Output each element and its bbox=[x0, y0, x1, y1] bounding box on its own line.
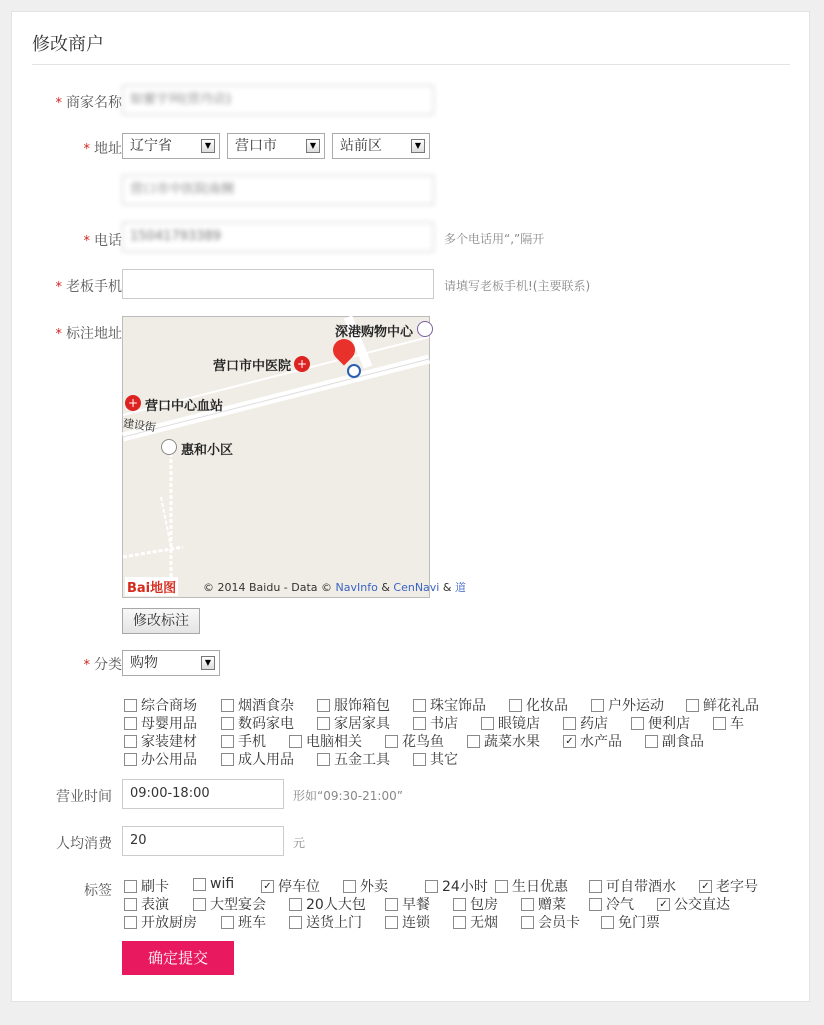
category-label: * 分类 bbox=[83, 657, 122, 673]
checkbox-unchecked-icon[interactable] bbox=[645, 735, 658, 748]
checkbox-label: 办公用品 bbox=[141, 752, 197, 768]
checkbox-unchecked-icon[interactable] bbox=[193, 878, 206, 891]
checkbox-label: 刷卡 bbox=[141, 879, 169, 895]
map-copyright: © 2014 Baidu - Data © NavInfo & CenNavi & 道 bbox=[203, 581, 466, 594]
checkbox-option[interactable] bbox=[413, 695, 486, 715]
checkbox-option[interactable] bbox=[385, 731, 444, 751]
checkbox-unchecked-icon[interactable] bbox=[221, 735, 234, 748]
checkbox-option[interactable] bbox=[521, 912, 580, 932]
checkbox-unchecked-icon[interactable] bbox=[453, 916, 466, 929]
checkbox-unchecked-icon[interactable] bbox=[413, 717, 426, 730]
checkbox-label: 24小时 bbox=[442, 879, 488, 895]
checkbox-option[interactable] bbox=[124, 912, 197, 932]
checkbox-option[interactable] bbox=[601, 912, 660, 932]
checkbox-unchecked-icon[interactable] bbox=[124, 699, 137, 712]
checkbox-label: 书店 bbox=[430, 716, 458, 732]
checkbox-option[interactable] bbox=[385, 912, 430, 932]
business-hours-input[interactable]: 09:00-18:00 bbox=[122, 779, 284, 809]
checkbox-unchecked-icon[interactable] bbox=[221, 717, 234, 730]
checkbox-unchecked-icon[interactable] bbox=[221, 699, 234, 712]
checkbox-label: 包房 bbox=[470, 897, 498, 913]
map-footer bbox=[123, 575, 466, 597]
checkbox-option[interactable] bbox=[509, 695, 568, 715]
checkbox-unchecked-icon[interactable] bbox=[385, 916, 398, 929]
map-view[interactable] bbox=[122, 316, 466, 598]
shopping-icon bbox=[417, 321, 433, 337]
checkbox-unchecked-icon[interactable] bbox=[521, 898, 534, 911]
checkbox-label: 眼镜店 bbox=[498, 716, 540, 732]
province-select[interactable]: 辽宁省 ▼ bbox=[122, 133, 220, 159]
checkbox-label: 送货上门 bbox=[306, 915, 362, 931]
checkbox-label: 服饰箱包 bbox=[334, 698, 390, 714]
map-location-label: * 标注地址 bbox=[55, 326, 122, 342]
checkbox-unchecked-icon[interactable] bbox=[467, 735, 480, 748]
checkbox-option[interactable] bbox=[589, 894, 634, 914]
checkbox-option[interactable] bbox=[124, 894, 169, 914]
checkbox-option[interactable] bbox=[317, 749, 390, 769]
title-divider bbox=[32, 64, 790, 65]
checkbox-label: 停车位 bbox=[278, 879, 320, 895]
checkbox-option[interactable] bbox=[686, 695, 759, 715]
boss-mobile-label: * 老板手机 bbox=[55, 279, 122, 295]
checkbox-option[interactable] bbox=[193, 876, 234, 892]
checkbox-label: 手机 bbox=[238, 734, 266, 750]
baidu-map-logo: Bai地图 bbox=[125, 577, 178, 596]
checkbox-unchecked-icon[interactable] bbox=[124, 735, 137, 748]
checkbox-label: 早餐 bbox=[402, 897, 430, 913]
dropdown-arrow-icon: ▼ bbox=[306, 139, 320, 153]
checkbox-label: 成人用品 bbox=[238, 752, 294, 768]
checkbox-unchecked-icon[interactable] bbox=[521, 916, 534, 929]
hospital-icon: + bbox=[125, 395, 141, 411]
checkbox-option[interactable] bbox=[221, 695, 294, 715]
checkbox-unchecked-icon[interactable] bbox=[124, 717, 137, 730]
cennavi-link[interactable]: CenNavi bbox=[393, 581, 440, 594]
checkbox-option[interactable] bbox=[289, 894, 366, 914]
checkbox-unchecked-icon[interactable] bbox=[124, 898, 137, 911]
checkbox-label: 大型宴会 bbox=[210, 897, 266, 913]
checkbox-option[interactable] bbox=[591, 695, 664, 715]
edit-location-button[interactable]: 修改标注 bbox=[122, 608, 200, 634]
checkbox-label: 开放厨房 bbox=[141, 915, 197, 931]
address-label: * 地址 bbox=[83, 141, 122, 157]
checkbox-unchecked-icon[interactable] bbox=[289, 916, 302, 929]
checkbox-label: 母婴用品 bbox=[141, 716, 197, 732]
checkbox-option[interactable] bbox=[453, 912, 498, 932]
checkbox-unchecked-icon[interactable] bbox=[589, 898, 602, 911]
checkbox-label: 鲜花礼品 bbox=[703, 698, 759, 714]
avg-spend-label: 人均消费 bbox=[56, 836, 112, 852]
map-more-link[interactable]: 道 bbox=[454, 581, 466, 594]
checkbox-unchecked-icon[interactable] bbox=[193, 898, 206, 911]
checkbox-checked-icon[interactable]: ✓ bbox=[563, 735, 576, 748]
business-hours-hint: 形如“09:30-21:00” bbox=[293, 789, 403, 803]
checkbox-label: 药店 bbox=[580, 716, 608, 732]
map-place-3: 营口中心血站 bbox=[145, 399, 224, 414]
boss-mobile-input[interactable] bbox=[122, 269, 434, 299]
dropdown-arrow-icon: ▼ bbox=[411, 139, 425, 153]
checkbox-option[interactable] bbox=[657, 894, 730, 914]
checkbox-option[interactable] bbox=[124, 749, 197, 769]
checkbox-unchecked-icon[interactable] bbox=[425, 880, 438, 893]
checkbox-option[interactable] bbox=[589, 876, 676, 896]
checkbox-label: 生日优惠 bbox=[512, 879, 568, 895]
checkbox-unchecked-icon[interactable] bbox=[124, 753, 137, 766]
checkbox-option[interactable] bbox=[413, 749, 458, 769]
checkbox-checked-icon[interactable]: ✓ bbox=[699, 880, 712, 893]
phone-hint: 多个电话用“,”隔开 bbox=[444, 232, 545, 246]
checkbox-option[interactable] bbox=[521, 894, 566, 914]
city-select[interactable]: 营口市 ▼ bbox=[227, 133, 325, 159]
checkbox-label: 五金工具 bbox=[334, 752, 390, 768]
checkbox-option[interactable] bbox=[425, 876, 488, 896]
checkbox-label: 电脑相关 bbox=[306, 734, 362, 750]
checkbox-unchecked-icon[interactable] bbox=[713, 717, 726, 730]
checkbox-unchecked-icon[interactable] bbox=[495, 880, 508, 893]
checkbox-option[interactable] bbox=[261, 876, 320, 896]
avg-spend-unit: 元 bbox=[293, 836, 306, 850]
checkbox-label: 数码家电 bbox=[238, 716, 294, 732]
checkbox-label: 公交直达 bbox=[674, 897, 730, 913]
business-hours-label: 营业时间 bbox=[56, 789, 112, 805]
name-input[interactable]: 如蜜宇珂(营丹店) bbox=[122, 85, 434, 115]
checkbox-option[interactable] bbox=[124, 713, 197, 733]
checkbox-option[interactable] bbox=[289, 912, 362, 932]
checkbox-option[interactable] bbox=[124, 695, 197, 715]
checkbox-checked-icon[interactable]: ✓ bbox=[657, 898, 670, 911]
checkbox-unchecked-icon[interactable] bbox=[481, 717, 494, 730]
checkbox-label: 车 bbox=[730, 716, 744, 732]
checkbox-option[interactable] bbox=[385, 894, 430, 914]
checkbox-label: 家装建材 bbox=[141, 734, 197, 750]
checkbox-option[interactable] bbox=[563, 713, 608, 733]
checkbox-unchecked-icon[interactable] bbox=[453, 898, 466, 911]
navinfo-link[interactable]: NavInfo bbox=[335, 581, 378, 594]
checkbox-label: 其它 bbox=[430, 752, 458, 768]
checkbox-unchecked-icon[interactable] bbox=[413, 699, 426, 712]
checkbox-option[interactable] bbox=[631, 713, 690, 733]
checkbox-label: 赠菜 bbox=[538, 897, 566, 913]
checkbox-option[interactable] bbox=[343, 876, 388, 896]
checkbox-label: 综合商场 bbox=[141, 698, 197, 714]
name-label: * 商家名称 bbox=[55, 95, 122, 111]
checkbox-label: 20人大包 bbox=[306, 897, 366, 913]
checkbox-label: 可自带酒水 bbox=[606, 879, 676, 895]
checkbox-unchecked-icon[interactable] bbox=[563, 717, 576, 730]
checkbox-option[interactable] bbox=[221, 731, 266, 751]
checkbox-unchecked-icon[interactable] bbox=[686, 699, 699, 712]
checkbox-label: 班车 bbox=[238, 915, 266, 931]
checkbox-label: 连锁 bbox=[402, 915, 430, 931]
checkbox-option[interactable] bbox=[317, 695, 390, 715]
dropdown-arrow-icon: ▼ bbox=[201, 139, 215, 153]
checkbox-option[interactable] bbox=[193, 894, 266, 914]
checkbox-unchecked-icon[interactable] bbox=[601, 916, 614, 929]
category-select[interactable]: 购物 ▼ bbox=[122, 650, 220, 676]
checkbox-unchecked-icon[interactable] bbox=[221, 753, 234, 766]
checkbox-label: 外卖 bbox=[360, 879, 388, 895]
checkbox-unchecked-icon[interactable] bbox=[385, 735, 398, 748]
phone-label: * 电话 bbox=[83, 233, 122, 249]
checkbox-option[interactable] bbox=[495, 876, 568, 896]
checkbox-unchecked-icon[interactable] bbox=[289, 735, 302, 748]
checkbox-option[interactable] bbox=[467, 731, 540, 751]
checkbox-label: 便利店 bbox=[648, 716, 690, 732]
submit-button[interactable]: 确定提交 bbox=[122, 941, 234, 975]
checkbox-option[interactable] bbox=[453, 894, 498, 914]
checkbox-unchecked-icon[interactable] bbox=[317, 699, 330, 712]
map-place-2: 营口市中医院 bbox=[213, 359, 292, 374]
checkbox-label: 蔬菜水果 bbox=[484, 734, 540, 750]
checkbox-label: 户外运动 bbox=[608, 698, 664, 714]
checkbox-unchecked-icon[interactable] bbox=[124, 880, 137, 893]
edit-merchant-panel bbox=[11, 11, 810, 1002]
checkbox-option[interactable] bbox=[221, 713, 294, 733]
checkbox-label: 表演 bbox=[141, 897, 169, 913]
boss-mobile-hint: 请填写老板手机!(主要联系) bbox=[444, 279, 591, 293]
checkbox-unchecked-icon[interactable] bbox=[343, 880, 356, 893]
residential-icon bbox=[161, 439, 177, 455]
checkbox-option[interactable] bbox=[124, 731, 197, 751]
checkbox-unchecked-icon[interactable] bbox=[124, 916, 137, 929]
checkbox-unchecked-icon[interactable] bbox=[317, 717, 330, 730]
checkbox-unchecked-icon[interactable] bbox=[385, 898, 398, 911]
checkbox-option[interactable] bbox=[317, 713, 390, 733]
checkbox-label: 免门票 bbox=[618, 915, 660, 931]
checkbox-unchecked-icon[interactable] bbox=[289, 898, 302, 911]
dropdown-arrow-icon: ▼ bbox=[201, 656, 215, 670]
checkbox-label: 珠宝饰品 bbox=[430, 698, 486, 714]
checkbox-option[interactable] bbox=[413, 713, 458, 733]
checkbox-label: 水产品 bbox=[580, 734, 622, 750]
checkbox-label: 副食品 bbox=[662, 734, 704, 750]
checkbox-option[interactable] bbox=[713, 713, 744, 733]
checkbox-option[interactable] bbox=[563, 731, 622, 751]
checkbox-unchecked-icon[interactable] bbox=[413, 753, 426, 766]
checkbox-label: 老字号 bbox=[716, 879, 758, 895]
bus-stop-icon bbox=[347, 364, 361, 378]
checkbox-option[interactable] bbox=[221, 749, 294, 769]
checkbox-label: 会员卡 bbox=[538, 915, 580, 931]
checkbox-label: 化妆品 bbox=[526, 698, 568, 714]
checkbox-option[interactable] bbox=[289, 731, 362, 751]
checkbox-unchecked-icon[interactable] bbox=[631, 717, 644, 730]
checkbox-option[interactable] bbox=[699, 876, 758, 896]
checkbox-unchecked-icon[interactable] bbox=[317, 753, 330, 766]
map-street-label: 建设街 bbox=[122, 416, 157, 435]
checkbox-checked-icon[interactable]: ✓ bbox=[261, 880, 274, 893]
checkbox-label: 家居家具 bbox=[334, 716, 390, 732]
checkbox-option[interactable] bbox=[124, 876, 169, 896]
map-place-1: 深港购物中心 bbox=[335, 325, 414, 340]
page-title: 修改商户 bbox=[32, 34, 104, 55]
phone-input[interactable]: 15041793389 bbox=[122, 222, 434, 252]
district-select[interactable]: 站前区 ▼ bbox=[332, 133, 430, 159]
checkbox-label: wifi bbox=[210, 876, 235, 892]
checkbox-label: 花鸟鱼 bbox=[402, 734, 444, 750]
avg-spend-input[interactable]: 20 bbox=[122, 826, 284, 856]
checkbox-label: 烟酒食杂 bbox=[238, 698, 294, 714]
checkbox-label: 冷气 bbox=[606, 897, 634, 913]
checkbox-unchecked-icon[interactable] bbox=[591, 699, 604, 712]
tags-label: 标签 bbox=[84, 883, 112, 899]
checkbox-option[interactable] bbox=[221, 912, 266, 932]
checkbox-option[interactable] bbox=[645, 731, 704, 751]
checkbox-unchecked-icon[interactable] bbox=[221, 916, 234, 929]
map-place-4: 惠和小区 bbox=[181, 443, 234, 458]
checkbox-unchecked-icon[interactable] bbox=[509, 699, 522, 712]
checkbox-option[interactable] bbox=[481, 713, 540, 733]
hospital-icon: + bbox=[294, 356, 310, 372]
checkbox-unchecked-icon[interactable] bbox=[589, 880, 602, 893]
checkbox-label: 无烟 bbox=[470, 915, 498, 931]
address-detail-input[interactable]: 营口市中医院南侧 bbox=[122, 175, 434, 205]
